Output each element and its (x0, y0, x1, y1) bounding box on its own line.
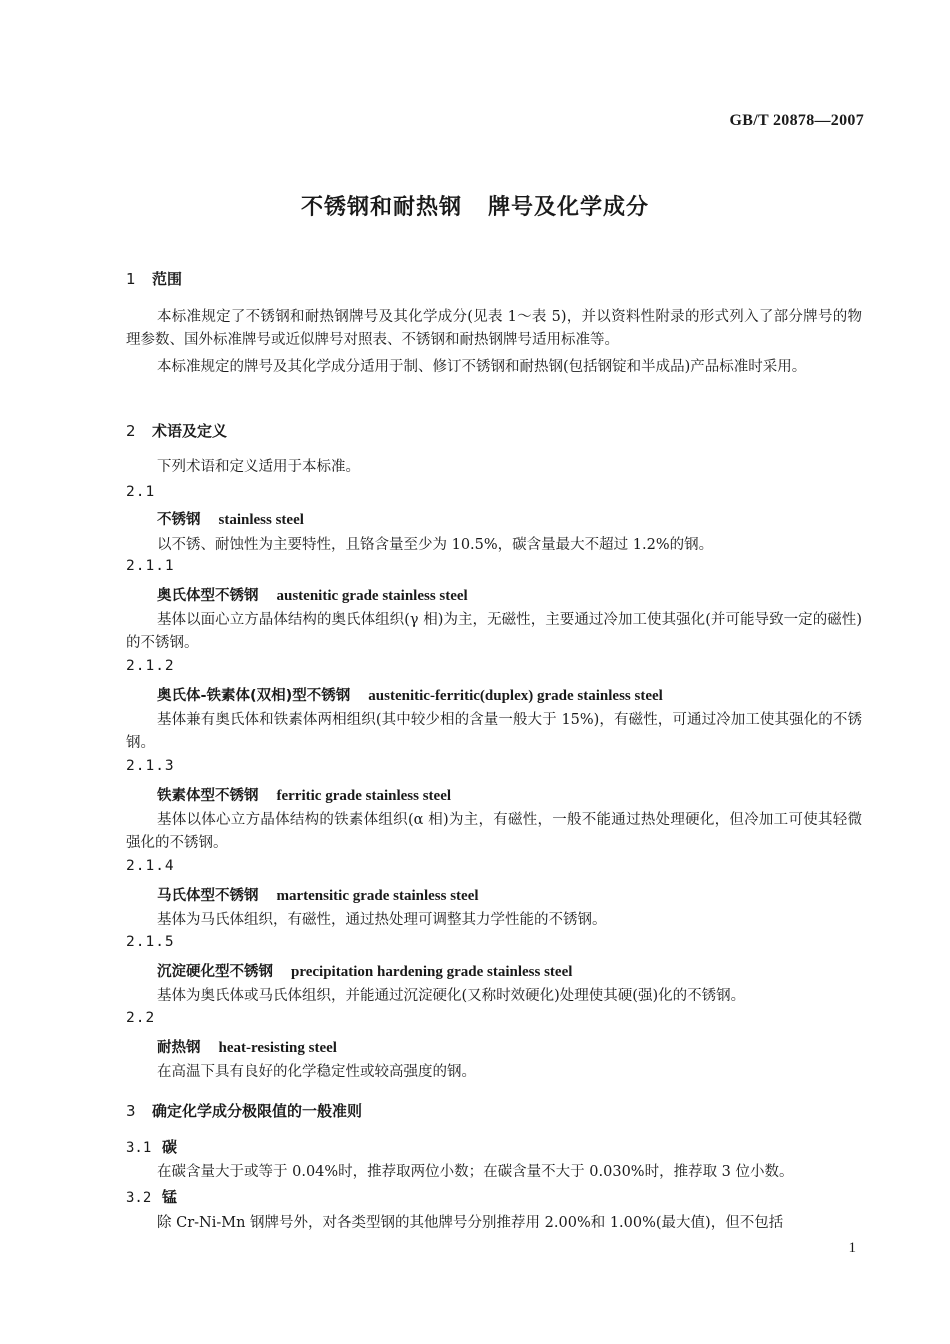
term-2-2: 耐热钢 heat-resisting steel (157, 1040, 337, 1056)
term-number-2-1-2: 2.1.2 (126, 658, 175, 674)
term-number-2-1-1: 2.1.1 (126, 558, 175, 574)
term-number-2-1-5: 2.1.5 (126, 934, 175, 950)
term-number-2-1-3: 2.1.3 (126, 758, 175, 774)
title-part-1: 不锈钢和耐热钢 (300, 195, 462, 220)
section-1-paragraph-2: 本标准规定的牌号及其化学成分适用于制、修订不锈钢和耐热钢(包括钢锭和半成品)产品标准时采用。 (157, 359, 807, 375)
standard-number: GB/T 20878—2007 (729, 112, 864, 129)
term-2-1-5-definition: 基体为奥氏体或马氏体组织，并能通过沉淀硬化(又称时效硬化)处理使其硬(强)化的不锈钢。 (157, 988, 746, 1004)
term-2-1-1: 奥氏体型不锈钢 austenitic grade stainless steel (157, 588, 468, 604)
term-2-1-4-definition: 基体为马氏体组织，有磁性，通过热处理可调整其力学性能的不锈钢。 (157, 912, 607, 928)
clause-3-2-text: 除 Cr-Ni-Mn 钢牌号外，对各类型钢的其他牌号分别推荐用 2.00%和 1.00%(最大值)，但不包括 (157, 1215, 784, 1231)
term-2-2-definition: 在高温下具有良好的化学稳定性或较高强度的钢。 (157, 1064, 476, 1080)
clause-3-2-heading: 3.2 锰 (126, 1188, 178, 1206)
term-2-1-5: 沉淀硬化型不锈钢 precipitation hardening grade stainless steel (157, 964, 573, 980)
term-2-1: 不锈钢 stainless steel (157, 512, 304, 528)
term-2-1-2-definition: 基体兼有奥氏体和铁素体两相组织(其中较少相的含量一般大于 15%)，有磁性，可通过冷加工使其强化的不锈钢。 (126, 712, 862, 751)
term-2-1-3-definition: 基体以体心立方晶体结构的铁素体组织(α 相)为主，有磁性，一般不能通过热处理硬化，但冷加工可使其轻微强化的不锈钢。 (126, 812, 862, 851)
term-2-1-4: 马氏体型不锈钢 martensitic grade stainless steel (157, 888, 479, 904)
page-number: 1 (848, 1240, 856, 1256)
term-2-1-3: 铁素体型不锈钢 ferritic grade stainless steel (157, 788, 452, 804)
title-part-2: 牌号及化学成分 (488, 195, 650, 220)
term-2-1-1-definition: 基体以面心立方晶体结构的奥氏体组织(γ 相)为主，无磁性，主要通过冷加工使其强化(并可能导致一定的磁性)的不锈钢。 (126, 612, 862, 651)
term-number-2-1-4: 2.1.4 (126, 858, 175, 874)
term-2-1-definition: 以不锈、耐蚀性为主要特性，且铬含量至少为 10.5%，碳含量最大不超过 1.2%的钢。 (157, 537, 714, 553)
section-2-heading: 2 术语及定义 (126, 422, 228, 440)
clause-3-1-text: 在碳含量大于或等于 0.04%时，推荐取两位小数；在碳含量不大于 0.030%时，推荐取 3 位小数。 (157, 1164, 794, 1180)
term-number-2-1: 2.1 (126, 484, 156, 500)
clause-3-1-heading: 3.1 碳 (126, 1138, 178, 1156)
section-1-paragraph-1: 本标准规定了不锈钢和耐热钢牌号及其化学成分(见表 1～表 5)，并以资料性附录的形式列入了部分牌号的物理参数、国外标准牌号或近似牌号对照表、不锈钢和耐热钢牌号适用标准等。 (126, 309, 862, 348)
document-title (0, 190, 950, 221)
term-2-1-2: 奥氏体-铁素体(双相)型不锈钢 austenitic-ferritic(duplex) grade stainless steel (157, 688, 663, 704)
section-2-intro: 下列术语和定义适用于本标准。 (157, 459, 360, 475)
section-1-heading: 1 范围 (126, 270, 183, 288)
section-3-heading: 3 确定化学成分极限值的一般准则 (126, 1102, 363, 1120)
term-number-2-2: 2.2 (126, 1010, 156, 1026)
